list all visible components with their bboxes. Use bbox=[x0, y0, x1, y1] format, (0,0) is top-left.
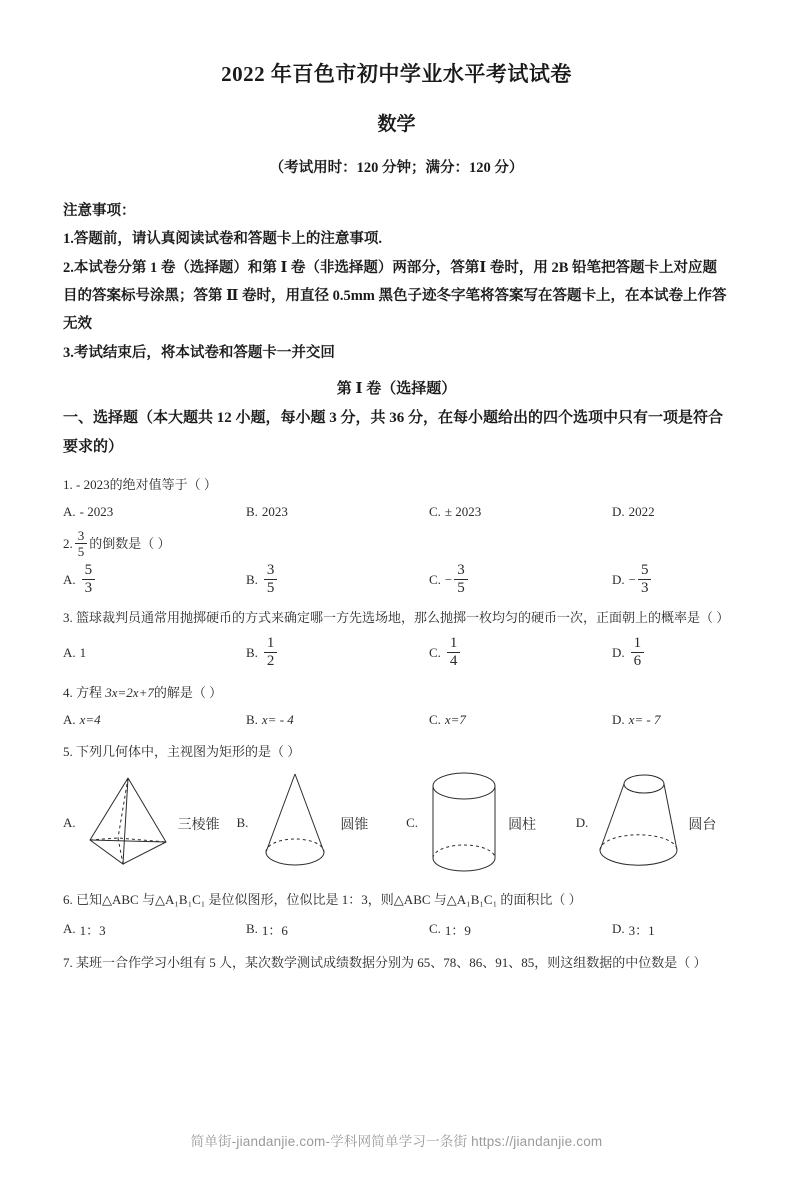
notice-item-1: 1.答题前，请认真阅读试卷和答题卡上的注意事项. bbox=[63, 231, 382, 248]
option-b-name: 圆锥 bbox=[340, 818, 369, 834]
notice-item-2: 2.本试卷分第 1 卷（选择题）和第 Ⅰ 卷（非选择题）两部分，答第Ⅰ 卷时，用 2B 铅笔把答题卡上对应题目的答案标号涂黑；答第 Ⅱ 卷时，用直径 0.5mm 黑色子迹冬字笔将答案写在答题卡上，在本试卷上作答无效 bbox=[63, 259, 727, 333]
option-c-label: C. bbox=[428, 571, 441, 587]
question-4-equation: 3x=2x+7 bbox=[105, 685, 154, 701]
option-c-fraction bbox=[447, 636, 461, 669]
option-a[interactable] bbox=[63, 504, 246, 520]
subject-title: 数学 bbox=[377, 114, 416, 136]
exam-page bbox=[0, 62, 793, 1184]
option-a[interactable] bbox=[63, 636, 246, 669]
fraction-denominator: 3 bbox=[638, 579, 652, 596]
option-a[interactable] bbox=[63, 563, 246, 596]
option-b-label: B. bbox=[245, 504, 258, 520]
option-d-fraction bbox=[638, 563, 652, 596]
option-c-label: C. bbox=[428, 504, 441, 520]
question-6 bbox=[63, 888, 730, 912]
option-a[interactable] bbox=[63, 712, 246, 728]
fraction-numerator: 1 bbox=[633, 635, 642, 652]
option-d-label: D. bbox=[611, 712, 625, 728]
question-4-stem-prefix: 4. 方程 bbox=[63, 685, 106, 701]
question-7 bbox=[63, 951, 730, 975]
cylinder-icon bbox=[422, 768, 506, 878]
option-d-fraction bbox=[631, 636, 645, 669]
option-c-label: C. bbox=[406, 815, 419, 831]
fraction-denominator: 5 bbox=[264, 579, 278, 596]
option-c[interactable] bbox=[429, 504, 612, 520]
fraction-denominator: 4 bbox=[447, 652, 461, 669]
question-4-stem-suffix: 的解是（ ） bbox=[153, 685, 223, 701]
option-b-fraction bbox=[264, 636, 278, 669]
question-6-options bbox=[63, 920, 730, 939]
option-c-label: C. bbox=[428, 921, 441, 937]
option-d[interactable] bbox=[612, 504, 730, 520]
option-d[interactable] bbox=[612, 712, 730, 728]
option-b[interactable] bbox=[246, 636, 429, 669]
frustum-icon bbox=[592, 768, 686, 878]
fraction-denominator: 5 bbox=[75, 543, 88, 558]
fraction-denominator: 3 bbox=[82, 579, 96, 596]
option-d-label: D. bbox=[611, 571, 625, 587]
exam-meta: （考试用时：120 分钟；满分：120 分） bbox=[269, 160, 524, 177]
notice-item-3: 3.考试结束后，将本试卷和答题卡一并交回 bbox=[63, 344, 335, 361]
fraction-numerator: 5 bbox=[640, 562, 649, 579]
option-d[interactable] bbox=[612, 636, 730, 669]
question-3-stem: 3. 篮球裁判员通常用抛掷硬币的方式来确定哪一方先选场地，那么抛掷一枚均匀的硬币一次，正面朝上的概率是（ ） bbox=[63, 610, 730, 626]
option-a-text: 1：3 bbox=[79, 922, 106, 938]
option-d-sign: − bbox=[628, 571, 636, 587]
option-c-label: C. bbox=[428, 712, 441, 728]
option-c[interactable] bbox=[429, 563, 612, 596]
option-b[interactable] bbox=[246, 920, 429, 939]
option-c-text: x=7 bbox=[444, 712, 466, 728]
part-title: 第 Ⅰ 卷（选择题） bbox=[336, 380, 457, 397]
question-2-options bbox=[63, 563, 730, 596]
option-d-label: D. bbox=[575, 815, 589, 831]
fraction-numerator: 3 bbox=[457, 562, 465, 579]
option-d-text: x= - 7 bbox=[628, 712, 661, 728]
fraction-numerator: 1 bbox=[266, 635, 275, 652]
option-d-text: 3：1 bbox=[628, 922, 655, 938]
question-2-suffix: 的倒数是（ ） bbox=[89, 535, 171, 551]
question-2-prefix: 2. bbox=[63, 535, 73, 551]
option-a-label: A. bbox=[63, 712, 76, 728]
option-b-text: x= - 4 bbox=[261, 712, 294, 728]
option-a-fraction bbox=[82, 563, 96, 596]
option-d-label: D. bbox=[611, 921, 625, 937]
question-5 bbox=[63, 740, 730, 764]
option-d[interactable] bbox=[576, 768, 730, 880]
option-c[interactable] bbox=[406, 768, 576, 880]
option-c-text: ± 2023 bbox=[444, 504, 482, 520]
question-6-stem: 6. 已知△ABC 与△A₁B₁C₁ 是位似图形，位似比是 1：3，则△ABC 与△A₁B₁C₁ 的面积比（ ） bbox=[63, 892, 582, 908]
option-a-text: 1 bbox=[79, 644, 87, 660]
notice-block bbox=[63, 197, 730, 367]
option-d-text: 2022 bbox=[628, 504, 655, 520]
fraction-denominator: 6 bbox=[631, 652, 645, 669]
option-a-text: - 2023 bbox=[79, 504, 114, 520]
option-d-name: 圆台 bbox=[688, 818, 717, 834]
option-b-label: B. bbox=[245, 644, 258, 660]
option-c-text: 1：9 bbox=[444, 922, 471, 938]
fraction-denominator: 2 bbox=[264, 652, 278, 669]
option-a-text: x=4 bbox=[79, 712, 101, 728]
option-a[interactable] bbox=[63, 768, 237, 880]
option-c-fraction bbox=[454, 563, 468, 596]
question-1 bbox=[63, 473, 730, 497]
option-a-label: A. bbox=[63, 504, 76, 520]
option-c[interactable] bbox=[429, 636, 612, 669]
option-b-label: B. bbox=[245, 571, 258, 587]
option-d[interactable] bbox=[612, 563, 730, 596]
option-b[interactable] bbox=[246, 712, 429, 728]
fraction-numerator: 5 bbox=[84, 562, 93, 579]
question-3 bbox=[63, 606, 730, 630]
option-a-label: A. bbox=[63, 644, 76, 660]
option-c[interactable] bbox=[429, 712, 612, 728]
question-1-options bbox=[63, 504, 730, 520]
option-b-label: B. bbox=[245, 921, 258, 937]
fraction-denominator: 5 bbox=[454, 579, 468, 596]
option-c-name: 圆柱 bbox=[508, 818, 537, 834]
option-d-label: D. bbox=[611, 504, 625, 520]
question-2 bbox=[63, 529, 730, 558]
fraction-numerator: 1 bbox=[449, 635, 458, 652]
question-2-fraction bbox=[75, 529, 88, 558]
option-a-label: A. bbox=[63, 815, 76, 831]
question-3-options bbox=[63, 636, 730, 669]
question-7-stem: 7. 某班一合作学习小组有 5 人，某次数学测试成绩数据分别为 65、78、86、91、85，则这组数据的中位数是（ ） bbox=[63, 954, 707, 970]
question-4 bbox=[63, 681, 730, 705]
option-b-text: 2023 bbox=[261, 504, 288, 520]
question-5-stem: 5. 下列几何体中，主视图为矩形的是（ ） bbox=[63, 744, 301, 760]
fraction-numerator: 3 bbox=[266, 562, 275, 579]
option-a-label: A. bbox=[63, 921, 76, 937]
question-1-stem: 1. - 2023的绝对值等于（ ） bbox=[63, 477, 217, 493]
fraction-numerator: 3 bbox=[77, 528, 85, 544]
option-a-label: A. bbox=[63, 571, 76, 587]
option-b-fraction bbox=[264, 563, 278, 596]
footer-watermark: 简单街-jiandanjie.com-学科网简单学习一条街 https://jiandanjie.com bbox=[190, 1134, 603, 1149]
option-b-label: B. bbox=[245, 712, 258, 728]
option-b[interactable] bbox=[246, 504, 429, 520]
question-4-options bbox=[63, 712, 730, 728]
triangular-pyramid-icon bbox=[80, 768, 176, 876]
option-b-text: 1：6 bbox=[261, 922, 288, 938]
option-d[interactable] bbox=[612, 920, 730, 939]
option-d-label: D. bbox=[611, 644, 625, 660]
notice-heading: 注意事项： bbox=[63, 203, 136, 220]
option-a[interactable] bbox=[63, 920, 246, 939]
section-heading: 一、选择题（本大题共 12 小题，每小题 3 分，共 36 分，在每小题给出的四个选项中只有一项是符合要求的） bbox=[63, 409, 724, 456]
option-c-sign: − bbox=[444, 571, 453, 587]
option-c[interactable] bbox=[429, 920, 612, 939]
page-title: 2022 年百色市初中学业水平考试试卷 bbox=[221, 62, 572, 86]
option-b-label: B. bbox=[236, 815, 249, 831]
question-5-options bbox=[63, 768, 730, 880]
option-b[interactable] bbox=[237, 768, 407, 880]
option-c-label: C. bbox=[428, 644, 441, 660]
option-b[interactable] bbox=[246, 563, 429, 596]
option-a-name: 三棱锥 bbox=[177, 818, 220, 834]
cone-icon bbox=[252, 768, 338, 878]
